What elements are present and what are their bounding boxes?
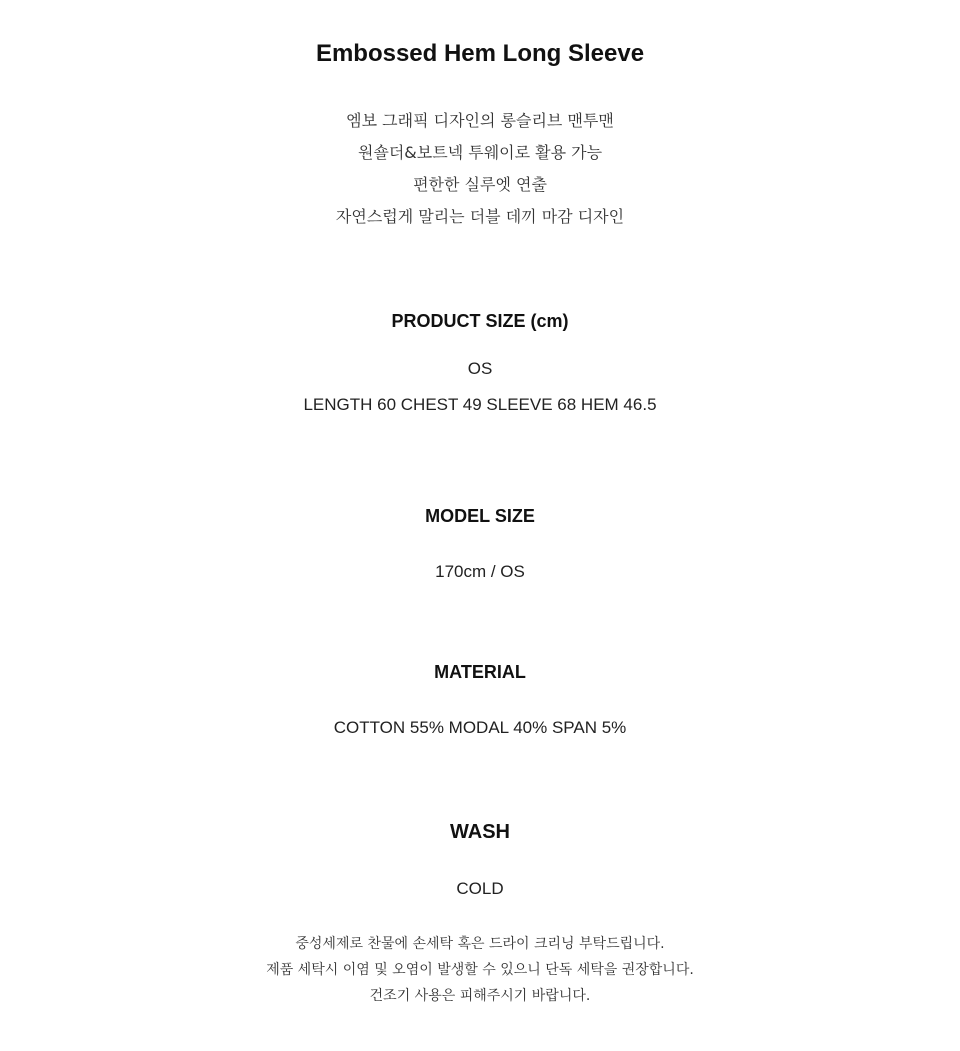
wash-value: COLD xyxy=(456,879,504,898)
description-line-1: 엠보 그래픽 디자인의 롱슬리브 맨투맨 xyxy=(346,111,614,130)
material-heading: MATERIAL xyxy=(434,662,526,682)
description-line-2: 원숄더&보트넥 투웨이로 활용 가능 xyxy=(357,143,603,162)
product-title: Embossed Hem Long Sleeve xyxy=(315,40,645,67)
wash-heading: WASH xyxy=(450,821,510,843)
wash-note-3: 건조기 사용은 피해주시기 바랍니다. xyxy=(369,988,591,1004)
description-line-3: 편한한 실루엣 연출 xyxy=(413,175,547,194)
material-value: COTTON 55% MODAL 40% SPAN 5% xyxy=(333,718,627,737)
model-size-value: 170cm / OS xyxy=(435,562,525,581)
wash-note-2: 제품 세탁시 이염 및 오염이 발생할 수 있으니 단독 세탁을 권장합니다. xyxy=(266,962,694,978)
product-measurements: LENGTH 60 CHEST 49 SLEEVE 68 HEM 46.5 xyxy=(303,395,657,414)
product-size-value: OS xyxy=(467,359,493,378)
wash-note-1: 중성세제로 찬물에 손세탁 혹은 드라이 크리닝 부탁드립니다. xyxy=(295,936,665,952)
product-size-heading: PRODUCT SIZE (cm) xyxy=(391,311,569,331)
description-line-4: 자연스럽게 말리는 더블 데끼 마감 디자인 xyxy=(335,207,625,226)
model-size-heading: MODEL SIZE xyxy=(425,506,535,526)
